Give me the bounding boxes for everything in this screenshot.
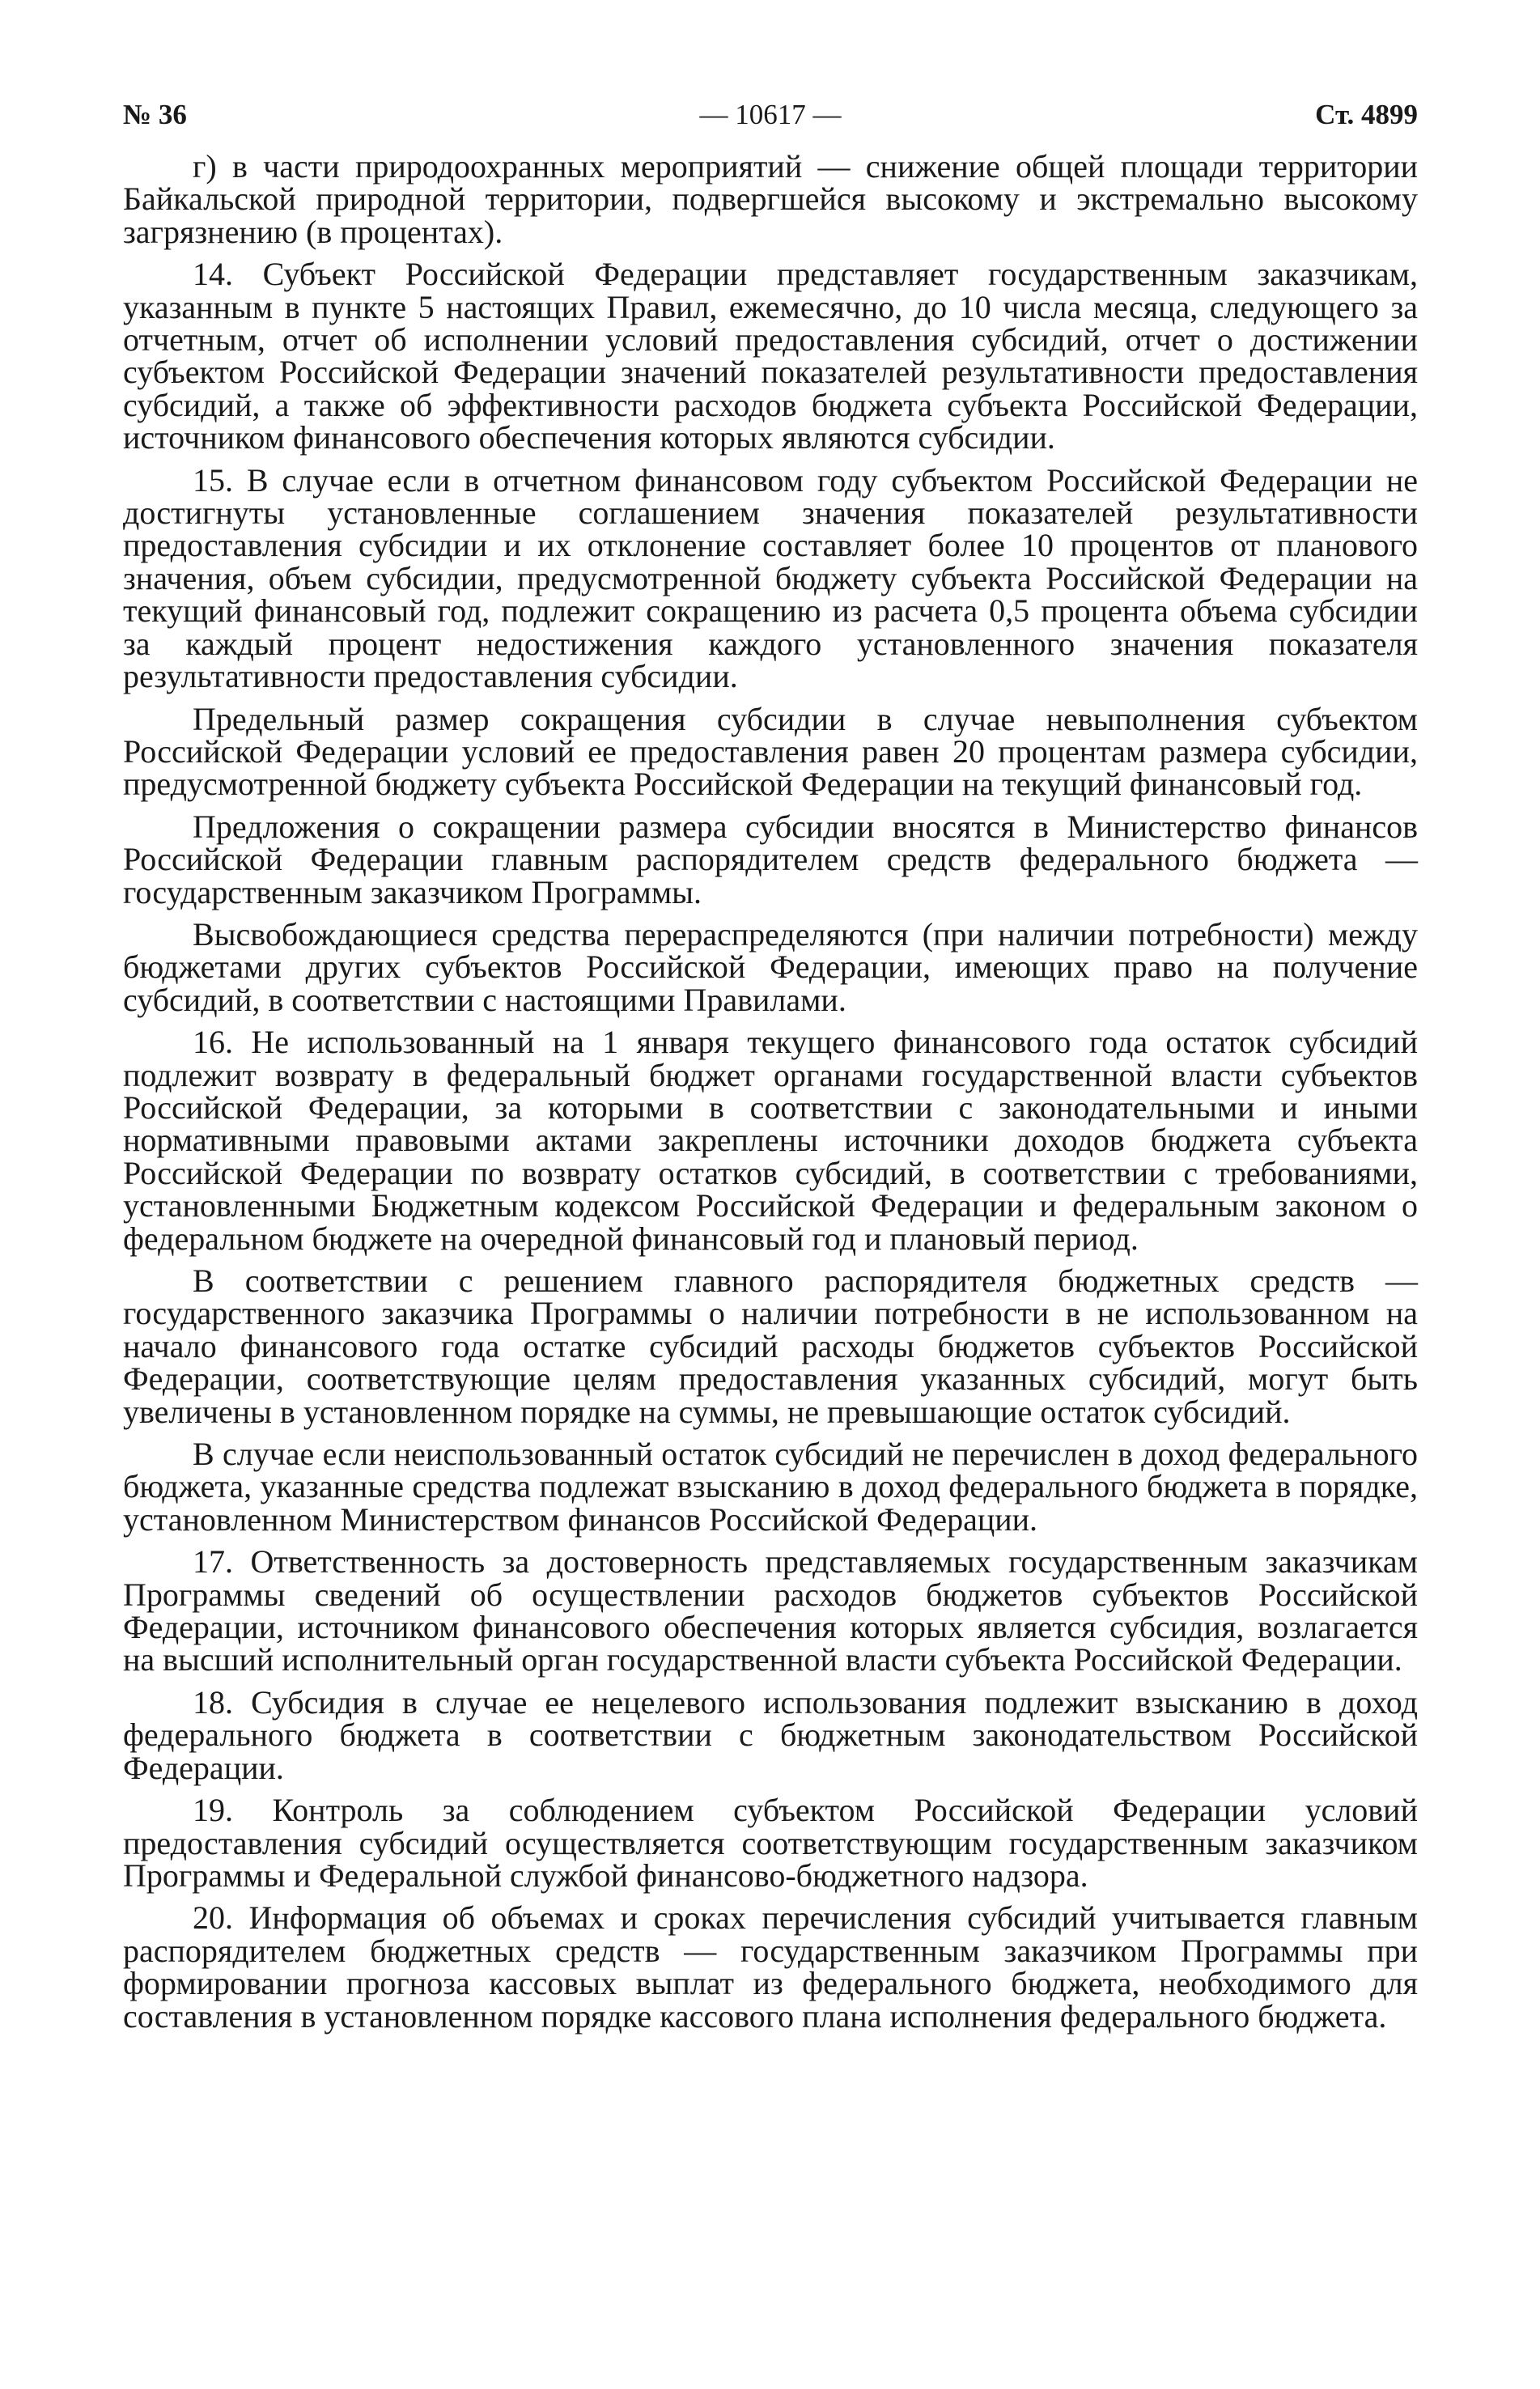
document-page xyxy=(123,99,1418,2332)
page-header xyxy=(123,99,1418,151)
paragraph-14: 14. Субъект Российской Федерации представляет государственным заказчикам, указанным в пункте 5 настоящих Правил, ежемесячно, до 10 числа месяца, следующего за отчетным, отчет об исполнении условий предоставления субсидий, отчет о достижении субъектом Российской Федерации значений показателей результативности предоставления субсидий, а также об эффективности расходов бюджета субъекта Российской Федерации, источником финансового обеспечения которых являются субсидии. xyxy=(123,256,1418,456)
page-number: — 10617 — xyxy=(699,99,842,130)
paragraph-20: 20. Информация об объемах и сроках перечисления субсидий учитывается главным распорядителем бюджетных средств — государственным заказчиком Программы при формировании прогноза кассовых выплат из федерального бюджета, необходимого для составления в установленном порядке кассового плана исполнения федерального бюджета. xyxy=(123,1899,1418,2035)
issue-number: № 36 xyxy=(123,99,187,130)
paragraph-17: 17. Ответственность за достоверность представляемых государственным заказчикам Программы сведений об осуществлении расходов бюджетов субъектов Российской Федерации, источником финансового обеспечения которых является субсидия, возлагается на высший исполнительный орган государственной власти субъекта Российской Федерации. xyxy=(123,1543,1418,1678)
paragraph-15: 15. В случае если в отчетном финансовом году субъектом Российской Федерации не достигнуты установленные соглашением значения показателей результативности предоставления субсидии и их отклонение составляет более 10 процентов от планового значения, объем субсидии, предусмотренной бюджету субъекта Российской Федерации на текущий финансовый год, подлежит сокращению из расчета 0,5 процента объема субсидии за каждый процент недостижения каждого установленного значения показателя результативности предоставления субсидии. xyxy=(123,461,1418,695)
paragraph-16-decision: В соответствии с решением главного распорядителя бюджетных средств — государственного заказчика Программы о наличии потребности в не использованном на начало финансового года остатке субсидий расходы бюджетов субъектов Российской Федерации, соответствующие целям предоставления указанных субсидий, могут быть увеличены в установленном порядке на суммы, не превышающие остаток субсидий. xyxy=(123,1262,1418,1430)
paragraph-19: 19. Контроль за соблюдением субъектом Российской Федерации условий предоставления субсидий осуществляется соответствующим государственным заказчиком Программы и Федеральной службой финансово-бюджетного надзора. xyxy=(123,1792,1418,1894)
paragraph-16-recovery: В случае если неиспользованный остаток субсидий не перечислен в доход федерального бюджета, указанные средства подлежат взысканию в доход федерального бюджета в порядке, установленном Министерством финансов Российской Федерации. xyxy=(123,1436,1418,1538)
article-number: Ст. 4899 xyxy=(1315,99,1418,130)
paragraph-18: 18. Субсидия в случае ее нецелевого использования подлежит взысканию в доход федерального бюджета в соответствии с бюджетным законодательством Российской Федерации. xyxy=(123,1683,1418,1786)
paragraph-15-limit: Предельный размер сокращения субсидии в случае невыполнения субъектом Российской Федерации условий ее предоставления равен 20 процентам размера субсидии, предусмотренной бюджету субъекта Российской Федерации на текущий финансовый год. xyxy=(123,700,1418,803)
paragraph-15-proposals: Предложения о сокращении размера субсидии вносятся в Министерство финансов Российской Федерации главным распорядителем средств федерального бюджета — государственным заказчиком Программы. xyxy=(123,808,1418,910)
paragraph-15-redistribution: Высвобождающиеся средства перераспределяются (при наличии потребности) между бюджетами других субъектов Российской Федерации, имеющих право на получение субсидий, в соответствии с настоящими Правилами. xyxy=(123,915,1418,1018)
document-body xyxy=(123,148,1418,2035)
paragraph-16: 16. Не использованный на 1 января текущего финансового года остаток субсидий подлежит возврату в федеральный бюджет органами государственной власти субъектов Российской Федерации, за которыми в соответствии с законодательными и иными нормативными правовыми актами закреплены источники доходов бюджета субъекта Российской Федерации по возврату остатков субсидий, в соответствии с требованиями, установленными Бюджетным кодексом Российской Федерации и федеральным законом о федеральном бюджете на очередной финансовый год и плановый период. xyxy=(123,1024,1418,1257)
paragraph-g-environmental: г) в части природоохранных мероприятий — снижение общей площади территории Байкальской природной территории, подвергшейся высокому и экстремально высокому загрязнению (в процентах). xyxy=(123,148,1418,250)
